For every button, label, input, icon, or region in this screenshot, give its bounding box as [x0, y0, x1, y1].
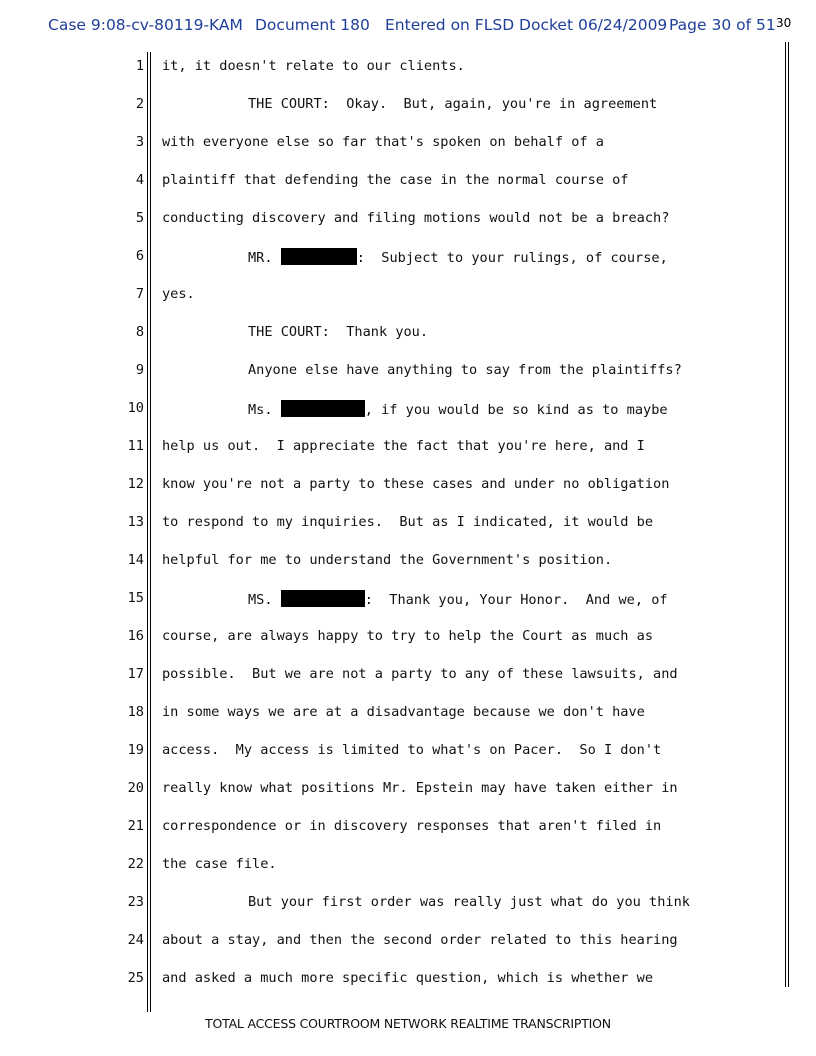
redaction-box — [281, 248, 357, 265]
transcript-line — [0, 590, 816, 612]
line-number: 18 — [127, 704, 144, 720]
line-text: the case file. — [162, 856, 277, 872]
transcript-line — [0, 704, 816, 726]
line-text: help us out. I appreciate the fact that you're here, and I — [162, 438, 645, 454]
line-text: conducting discovery and filing motions would not be a breach? — [162, 210, 670, 226]
transcript-line — [0, 742, 816, 764]
line-text — [248, 400, 668, 418]
line-number: 22 — [127, 856, 144, 872]
line-number: 16 — [127, 628, 144, 644]
transcript-line — [0, 514, 816, 536]
transcript-line — [0, 286, 816, 308]
entered-date: Entered on FLSD Docket 06/24/2009 — [385, 16, 668, 34]
line-number: 19 — [127, 742, 144, 758]
transcript-line — [0, 818, 816, 840]
line-number: 9 — [135, 362, 144, 378]
line-text: THE COURT: Okay. But, again, you're in agreement — [248, 96, 658, 112]
transcript-line — [0, 628, 816, 650]
line-text: Anyone else have anything to say from the plaintiffs? — [248, 362, 682, 378]
line-text: it, it doesn't relate to our clients. — [162, 58, 465, 74]
line-text: really know what positions Mr. Epstein may have taken either in — [162, 780, 678, 796]
line-text: helpful for me to understand the Government's position. — [162, 552, 613, 568]
transcript-line — [0, 324, 816, 346]
line-number: 12 — [127, 476, 144, 492]
transcript-line — [0, 362, 816, 384]
line-number: 15 — [127, 590, 144, 606]
transcript-line — [0, 58, 816, 80]
line-text — [248, 590, 668, 608]
line-number: 17 — [127, 666, 144, 682]
line-number: 20 — [127, 780, 144, 796]
line-text: to respond to my inquiries. But as I indicated, it would be — [162, 514, 654, 530]
line-number: 21 — [127, 818, 144, 834]
line-text-remainder: , if you would be so kind as to maybe — [364, 402, 668, 418]
speaker-prefix: Ms. — [248, 402, 281, 418]
line-text: course, are always happy to try to help the Court as much as — [162, 628, 654, 644]
page-indicator: Page 30 of 51 — [669, 16, 776, 34]
line-number: 1 — [135, 58, 144, 74]
line-number: 7 — [135, 286, 144, 302]
line-text: possible. But we are not a party to any of these lawsuits, and — [162, 666, 678, 682]
transcript-line — [0, 856, 816, 878]
transcript-line — [0, 970, 816, 992]
speaker-prefix: MS. — [248, 592, 281, 608]
line-number: 13 — [127, 514, 144, 530]
line-text: access. My access is limited to what's on Pacer. So I don't — [162, 742, 662, 758]
line-text: THE COURT: Thank you. — [248, 324, 429, 340]
transcript-line — [0, 780, 816, 802]
transcript-page-number: 30 — [776, 16, 792, 30]
line-number: 5 — [135, 210, 144, 226]
line-text — [248, 248, 668, 266]
transcript-line — [0, 210, 816, 232]
line-text-remainder: : Subject to your rulings, of course, — [356, 250, 668, 266]
line-text: with everyone else so far that's spoken on behalf of a — [162, 134, 604, 150]
transcript-line — [0, 932, 816, 954]
line-number: 3 — [135, 134, 144, 150]
line-text: in some ways we are at a disadvantage because we don't have — [162, 704, 645, 720]
line-number: 24 — [127, 932, 144, 948]
line-number: 11 — [127, 438, 144, 454]
transcription-footer: TOTAL ACCESS COURTROOM NETWORK REALTIME TRANSCRIPTION — [205, 1016, 611, 1031]
line-text: But your first order was really just what do you think — [248, 894, 690, 910]
transcript-line — [0, 248, 816, 270]
line-number: 2 — [135, 96, 144, 112]
speaker-prefix: MR. — [248, 250, 281, 266]
line-number: 8 — [135, 324, 144, 340]
line-text: know you're not a party to these cases and under no obligation — [162, 476, 670, 492]
line-number: 6 — [135, 248, 144, 264]
transcript-line — [0, 438, 816, 460]
line-number: 10 — [127, 400, 144, 416]
line-text-remainder: : Thank you, Your Honor. And we, of — [364, 592, 668, 608]
line-number: 23 — [127, 894, 144, 910]
transcript-line — [0, 96, 816, 118]
line-number: 14 — [127, 552, 144, 568]
transcript-line — [0, 552, 816, 574]
transcript-line — [0, 134, 816, 156]
line-text: correspondence or in discovery responses that aren't filed in — [162, 818, 662, 834]
line-number: 4 — [135, 172, 144, 188]
transcript-line — [0, 172, 816, 194]
line-text: yes. — [162, 286, 195, 302]
line-text: and asked a much more specific question, which is whether we — [162, 970, 654, 986]
line-text: about a stay, and then the second order related to this hearing — [162, 932, 678, 948]
transcript-line — [0, 666, 816, 688]
transcript-line — [0, 400, 816, 422]
document-number: Document 180 — [255, 16, 370, 34]
line-number: 25 — [127, 970, 144, 986]
transcript-line — [0, 894, 816, 916]
line-text: plaintiff that defending the case in the normal course of — [162, 172, 629, 188]
transcript-line — [0, 476, 816, 498]
redaction-box — [281, 590, 365, 607]
case-number: Case 9:08-cv-80119-KAM — [48, 16, 243, 34]
docket-header — [0, 14, 816, 40]
redaction-box — [281, 400, 365, 417]
